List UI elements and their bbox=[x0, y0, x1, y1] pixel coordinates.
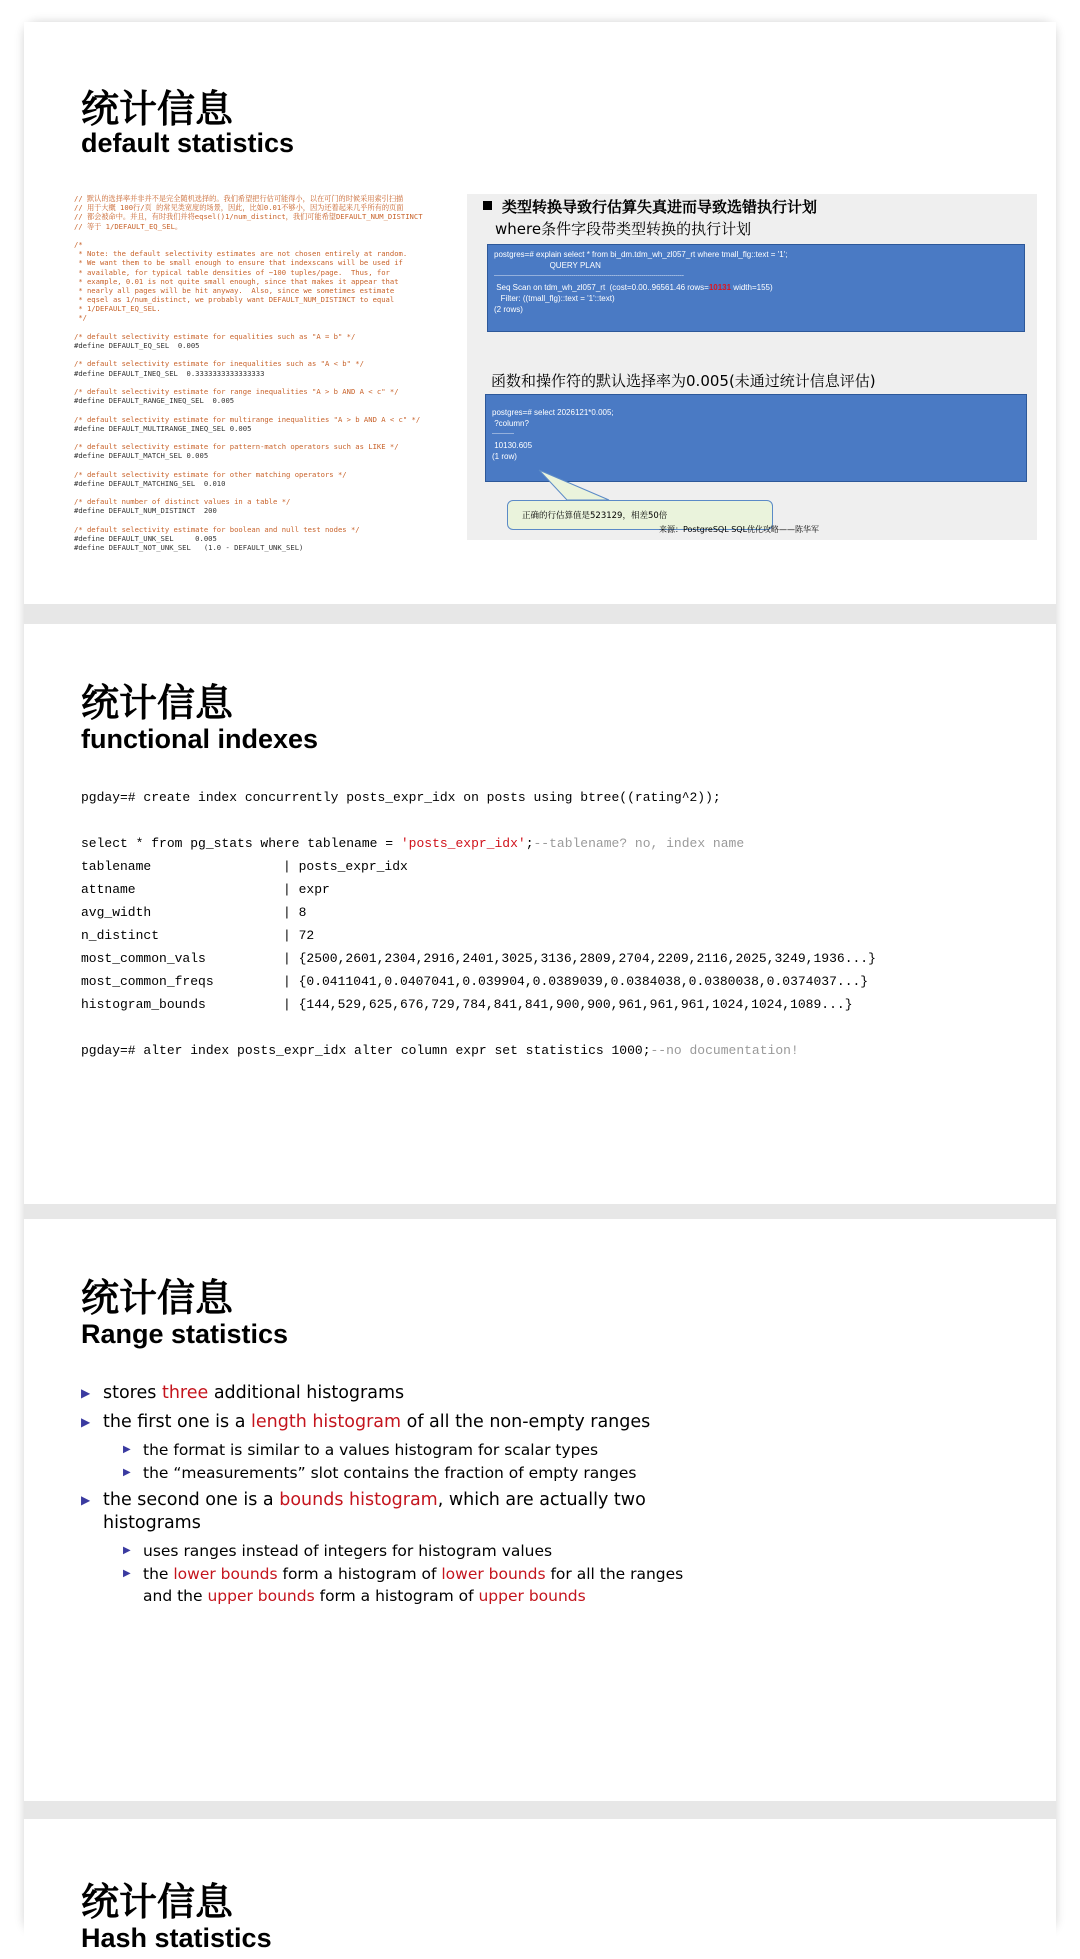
bullet-triangle-icon: ▶ bbox=[123, 1467, 131, 1478]
code-line: * We want them to be small enough to ensure that indexscans will be used if bbox=[74, 258, 403, 268]
result-row bbox=[81, 878, 876, 901]
bullet-triangle-icon: ▶ bbox=[123, 1568, 131, 1579]
code-line: #define DEFAULT_INEQ_SEL 0.3333333333333333 bbox=[74, 368, 265, 378]
code-line: #define DEFAULT_EQ_SEL 0.005 bbox=[74, 341, 200, 350]
code-line: #define DEFAULT_NOT_UNK_SEL (1.0 - DEFAULT_UNK_SEL) bbox=[74, 543, 304, 553]
result-value: | 72 bbox=[283, 928, 315, 943]
result-key: attname bbox=[81, 882, 136, 897]
result-row bbox=[81, 947, 876, 970]
query-comment: --tablename? no, index name bbox=[533, 836, 745, 851]
code-line bbox=[74, 378, 484, 387]
explain-line: (2 rows) bbox=[494, 305, 523, 314]
result-row bbox=[81, 993, 876, 1016]
alter-text: pgday=# alter index posts_expr_idx alter column expr set statistics 1000; bbox=[81, 1043, 651, 1058]
slide-title-en: default statistics bbox=[81, 128, 295, 158]
code-line: */ bbox=[74, 313, 87, 323]
bullet-item-continuation: histograms bbox=[103, 1513, 201, 1533]
panel-subtitle: where条件字段带类型转换的执行计划 bbox=[495, 220, 752, 238]
code-line: * nearly all pages will be hit anyway. Also, since we sometimes estimate bbox=[74, 285, 395, 295]
explain-width: width=155) bbox=[731, 283, 773, 292]
sub-bullet-item: ▶ the “measurements” slot contains the fraction of empty ranges bbox=[123, 1464, 637, 1482]
explain-line: QUERY PLAN bbox=[494, 261, 601, 270]
code-line: /* default selectivity estimate for multirange inequalities "A > b AND A < c" */ bbox=[74, 414, 421, 424]
code-line bbox=[74, 488, 484, 497]
code-line: * eqsel as 1/num_distinct, we probably want DEFAULT_NUM_DISTINCT to equal bbox=[74, 295, 395, 305]
code-line: // 等于 1/DEFAULT_EQ_SEL。 bbox=[74, 221, 183, 231]
code-line: #define DEFAULT_NUM_DISTINCT 200 bbox=[74, 506, 217, 516]
code-line: * 1/DEFAULT_EQ_SEL. bbox=[74, 304, 161, 314]
sub-bullet-item: ▶ the format is similar to a values histogram for scalar types bbox=[123, 1441, 599, 1459]
panel-title-text: 类型转换导致行估算失真进而导致选错执行计划 bbox=[502, 198, 818, 216]
pg-stats-query bbox=[81, 832, 876, 855]
code-line: * available, for typical table densities of ~100 tuples/page. Thus, for bbox=[74, 267, 390, 277]
select-line: (1 row) bbox=[492, 452, 517, 461]
rows-estimate: 10131 bbox=[708, 283, 732, 292]
sub-bullet-item: ▶ uses ranges instead of integers for histogram values bbox=[123, 1542, 553, 1560]
sub-bullet-item: ▶ the lower bounds form a histogram of lower bounds for all the ranges bbox=[123, 1565, 684, 1583]
bullet-triangle-icon: ▶ bbox=[81, 1415, 91, 1429]
result-key: most_common_freqs bbox=[81, 974, 214, 989]
query-text: select * from pg_stats where tablename = bbox=[81, 836, 401, 851]
result-value: | {2500,2601,2304,2916,2401,3025,3136,2809,2704,2209,2116,2025,3249,1936...} bbox=[283, 951, 876, 966]
result-value: | posts_expr_idx bbox=[283, 859, 408, 874]
code-line bbox=[74, 433, 484, 442]
code-line bbox=[74, 323, 484, 332]
callout-note: 正确的行估算值是523129，相差50倍 bbox=[507, 500, 773, 530]
code-line: /* bbox=[74, 239, 83, 249]
result-row bbox=[81, 855, 876, 878]
bullet-triangle-icon: ▶ bbox=[123, 1545, 131, 1556]
code-line bbox=[74, 405, 484, 414]
code-line: * Note: the default selectivity estimates are not chosen entirely at random. bbox=[74, 249, 408, 259]
square-bullet-icon bbox=[483, 201, 492, 210]
code-line bbox=[74, 516, 484, 525]
result-row bbox=[81, 970, 876, 993]
code-line: // 用于大概 100行/页 的常见类宽度的场景，因此，比如0.01不够小，因为还着起来几乎所有的页面 bbox=[74, 203, 404, 213]
result-value: | {0.0411041,0.0407041,0.039904,0.0389039,0.0384038,0.0380038,0.0374037...} bbox=[283, 974, 869, 989]
sub-bullet-continuation: and the upper bounds form a histogram of upper bounds bbox=[143, 1587, 586, 1605]
code-line: /* default selectivity estimate for range inequalities "A > b AND A < c" */ bbox=[74, 386, 399, 396]
code-line: /* default selectivity estimate for boolean and null test nodes */ bbox=[74, 524, 360, 534]
alter-index-command bbox=[81, 1039, 876, 1062]
callout-pointer bbox=[537, 468, 617, 504]
slide-title-cn: 统计信息 bbox=[81, 87, 234, 131]
slide-title-en: Range statistics bbox=[81, 1319, 289, 1349]
explain-output-box bbox=[487, 244, 1025, 332]
result-key: n_distinct bbox=[81, 928, 160, 943]
result-key: avg_width bbox=[81, 905, 152, 920]
code-line: #define DEFAULT_MATCH_SEL 0.005 bbox=[74, 451, 209, 461]
code-line: /* default number of distinct values in a table */ bbox=[74, 497, 291, 507]
code-line: #define DEFAULT_UNK_SEL 0.005 bbox=[74, 533, 217, 543]
bullet-item: ▶ the first one is a length histogram of all the non-empty ranges bbox=[81, 1412, 651, 1432]
explain-line: postgres=# explain select * from bi_dm.tdm_wh_zl057_rt where tmall_flg::text = '1'; bbox=[494, 250, 788, 259]
slide-default-statistics bbox=[24, 22, 1056, 604]
query-terminator: ; bbox=[525, 836, 534, 851]
code-line bbox=[74, 350, 484, 359]
bullet-triangle-icon: ▶ bbox=[81, 1386, 91, 1400]
alter-comment: --no documentation! bbox=[650, 1043, 799, 1058]
slide-title-cn: 统计信息 bbox=[81, 681, 234, 725]
code-line: * example, 0.01 is not quite small enough, since that makes it appear that bbox=[74, 276, 399, 286]
pg-stats-code bbox=[81, 786, 876, 1062]
slide-title-en: Hash statistics bbox=[81, 1923, 272, 1953]
slide-title-cn: 统计信息 bbox=[81, 1880, 234, 1924]
bullet-item: ▶ the second one is a bounds histogram, which are actually two bbox=[81, 1490, 646, 1510]
explain-line: ----------------------------------------------------------------------------------------------- bbox=[494, 273, 684, 279]
select-line: postgres=# select 2026121*0.005; bbox=[492, 408, 614, 417]
explain-line: Filter: ((tmall_flg)::text = '1'::text) bbox=[494, 294, 615, 303]
bullet-triangle-icon: ▶ bbox=[123, 1444, 131, 1455]
code-line: /* default selectivity estimate for inequalities such as "A < b" */ bbox=[74, 359, 364, 369]
query-string-literal: 'posts_expr_idx' bbox=[400, 836, 526, 851]
explain-line bbox=[494, 282, 1018, 293]
code-line: // 默认的选择率并非并不是完全随机选择的。我们希望把行估可能得小，以在可门的时候采用索引扫描 bbox=[74, 194, 404, 203]
select-line: ----------- bbox=[492, 431, 514, 437]
query-plan-image bbox=[467, 194, 1037, 540]
select-line: 10130.605 bbox=[492, 441, 533, 450]
document-viewer bbox=[24, 22, 1056, 1953]
code-line: // 都会被命中。并且，有时我们并将eqsel()1/num_distinct，我们可能希望DEFAULT_NUM_DISTINCT bbox=[74, 212, 423, 222]
image-source: 来源：PostgreSQL SQL优化攻略——陈华军 bbox=[659, 525, 820, 534]
slide-functional-indexes bbox=[24, 624, 1056, 1204]
code-line bbox=[74, 231, 484, 240]
slide-title-cn: 统计信息 bbox=[81, 1276, 234, 1320]
slide-hash-statistics bbox=[24, 1819, 1056, 1959]
bullet-triangle-icon: ▶ bbox=[81, 1493, 91, 1507]
code-line: #define DEFAULT_MULTIRANGE_INEQ_SEL 0.005 bbox=[74, 423, 252, 433]
select-line: ?column? bbox=[492, 419, 529, 428]
result-key: most_common_vals bbox=[81, 951, 206, 966]
result-value: | {144,529,625,676,729,784,841,841,900,900,961,961,961,1024,1024,1089...} bbox=[283, 997, 853, 1012]
code-line: /* default selectivity estimate for pattern-match operators such as LIKE */ bbox=[74, 442, 399, 452]
result-row bbox=[81, 924, 876, 947]
code-line: /* default selectivity estimate for equalities such as "A = b" */ bbox=[74, 331, 356, 341]
result-key: tablename bbox=[81, 859, 152, 874]
result-value: | 8 bbox=[283, 905, 307, 920]
result-row bbox=[81, 901, 876, 924]
panel-title bbox=[483, 196, 817, 217]
bullet-item: ▶ stores three additional histograms bbox=[81, 1383, 405, 1403]
code-line: /* default selectivity estimate for other matching operators */ bbox=[74, 469, 347, 479]
slide-range-statistics bbox=[24, 1219, 1056, 1801]
code-line: #define DEFAULT_RANGE_INEQ_SEL 0.005 bbox=[74, 396, 235, 406]
result-key: histogram_bounds bbox=[81, 997, 206, 1012]
default-selectivity-code bbox=[74, 194, 484, 552]
explain-seqscan: Seq Scan on tdm_wh_zl057_rt (cost=0.00..96561.46 rows= bbox=[494, 283, 709, 292]
result-value: | expr bbox=[283, 882, 330, 897]
panel-subtitle-2: 函数和操作符的默认选择率为0.005(未通过统计信息评估) bbox=[491, 372, 876, 390]
slide-title-en: functional indexes bbox=[81, 724, 319, 754]
code-line bbox=[74, 460, 484, 469]
code-line: #define DEFAULT_MATCHING_SEL 0.010 bbox=[74, 478, 226, 488]
create-index-command: pgday=# create index concurrently posts_expr_idx on posts using btree((rating^2)); bbox=[81, 790, 721, 805]
